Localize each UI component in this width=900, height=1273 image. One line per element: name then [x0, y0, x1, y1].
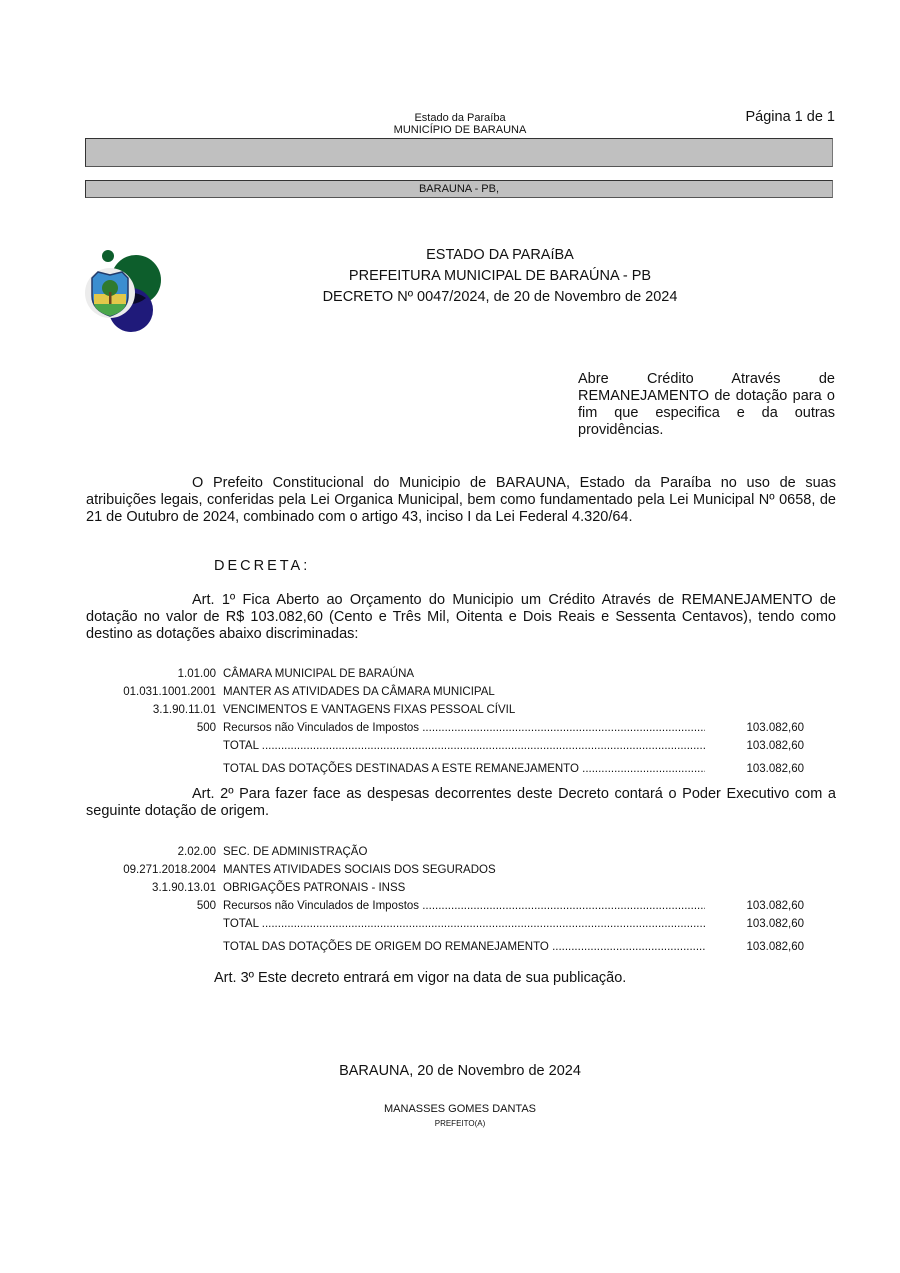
municipal-logo — [84, 248, 168, 334]
row-code: 09.271.2018.2004 — [123, 864, 216, 876]
table-row — [86, 684, 836, 700]
document-header — [300, 112, 620, 136]
location-text: BARAUNA - PB, — [418, 183, 500, 195]
table-row-resource — [86, 898, 836, 914]
article-2-text: Art. 2º Para fazer face as despesas decorrentes deste Decreto contará o Poder Executivo com a seguinte dotação de origem. — [86, 786, 836, 819]
table-row — [86, 880, 836, 896]
header-state: Estado da Paraíba — [414, 112, 506, 124]
resource-code: 500 — [196, 900, 216, 912]
row-code: 3.1.90.11.01 — [152, 704, 216, 716]
title-prefecture: PREFEITURA MUNICIPAL DE BARAÚNA - PB — [348, 268, 652, 284]
grand-total-value: 103.082,60 — [746, 941, 804, 953]
resource-desc: Recursos não Vinculados de Impostos ..... — [223, 720, 705, 736]
header-municipality: MUNICÍPIO DE BARAUNA — [393, 124, 527, 136]
row-desc: VENCIMENTOS E VANTAGENS FIXAS PESSOAL CÍVIL — [223, 704, 516, 716]
row-desc: MANTER AS ATIVIDADES DA CÂMARA MUNICIPAL — [223, 686, 495, 698]
grand-total-value: 103.082,60 — [746, 763, 804, 775]
header-gray-bar — [85, 138, 833, 167]
article-1 — [86, 592, 836, 643]
row-desc: SEC. DE ADMINISTRAÇÃO — [223, 846, 368, 858]
summary-rest: REMANEJAMENTO de dotação para o fim que especifica e da outras providências. — [578, 388, 835, 438]
table-row-grand-total — [86, 939, 836, 955]
table-row — [86, 844, 836, 860]
decree-summary — [578, 371, 835, 439]
row-code: 1.01.00 — [177, 668, 216, 680]
location-bar — [85, 180, 833, 198]
row-code: 3.1.90.13.01 — [152, 882, 216, 894]
preamble-paragraph — [86, 475, 836, 526]
row-desc: MANTES ATIVIDADES SOCIAIS DOS SEGURADOS — [223, 864, 496, 876]
row-code: 01.031.1001.2001 — [123, 686, 216, 698]
title-decree-number: DECRETO Nº 0047/2024, de 20 de Novembro de 2024 — [322, 289, 678, 305]
row-desc: CÂMARA MUNICIPAL DE BARAÚNA — [223, 668, 415, 680]
resource-value: 103.082,60 — [746, 900, 804, 912]
signatory-role: PREFEITO(A) — [434, 1119, 486, 1128]
resource-value: 103.082,60 — [746, 722, 804, 734]
summary-line1: Abre Crédito Através de — [578, 371, 835, 387]
page-indicator: Página 1 de 1 — [745, 109, 835, 125]
signature-place-date: BARAUNA, 20 de Novembro de 2024 — [339, 1063, 581, 1079]
decree-title — [270, 245, 730, 308]
signatory-name: MANASSES GOMES DANTAS — [384, 1103, 536, 1115]
table-row — [86, 666, 836, 682]
total-value: 103.082,60 — [746, 918, 804, 930]
title-state: ESTADO DA PARAíBA — [426, 247, 574, 263]
row-code: 2.02.00 — [177, 846, 216, 858]
grand-total-label: TOTAL DAS DOTAÇÕES DESTINADAS A ESTE REMANEJAMENTO ..... — [223, 761, 705, 777]
total-label: TOTAL ..... — [223, 916, 705, 932]
table-row — [86, 862, 836, 878]
article-3: Art. 3º Este decreto entrará em vigor na data de sua publicação. — [214, 970, 627, 986]
article-2 — [86, 786, 836, 820]
decreta-heading: DECRETA: — [214, 558, 311, 574]
article-1-text: Art. 1º Fica Aberto ao Orçamento do Municipio um Crédito Através de REMANEJAMENTO de dotação no valor de R$ 103.082,60 (Cento e Três Mil, Oitenta e Dois Reais e Sessenta Centavos), tendo como destino as dotações abaixo discriminadas: — [86, 592, 836, 642]
preamble-text: O Prefeito Constitucional do Municipio de BARAUNA, Estado da Paraíba no uso de suas atribuições legais, conferidas pela Lei Organica Municipal, bem como fundamentado pela Lei Municipal Nº 0658, de 21 de Outubro de 2024, combinado com o artigo 43, inciso I da Lei Federal 4.320/64. — [86, 475, 836, 525]
table-row — [86, 702, 836, 718]
total-value: 103.082,60 — [746, 740, 804, 752]
total-label: TOTAL ..... — [223, 738, 705, 754]
table-row-grand-total — [86, 761, 836, 777]
resource-code: 500 — [196, 722, 216, 734]
resource-desc: Recursos não Vinculados de Impostos ..... — [223, 898, 705, 914]
municipal-coat-of-arms-icon — [84, 248, 168, 334]
grand-total-label: TOTAL DAS DOTAÇÕES DE ORIGEM DO REMANEJAMENTO ..... — [223, 939, 705, 955]
table-row-total — [86, 738, 836, 754]
row-desc: OBRIGAÇÕES PATRONAIS - INSS — [223, 882, 406, 894]
table-row-resource — [86, 720, 836, 736]
table-row-total — [86, 916, 836, 932]
